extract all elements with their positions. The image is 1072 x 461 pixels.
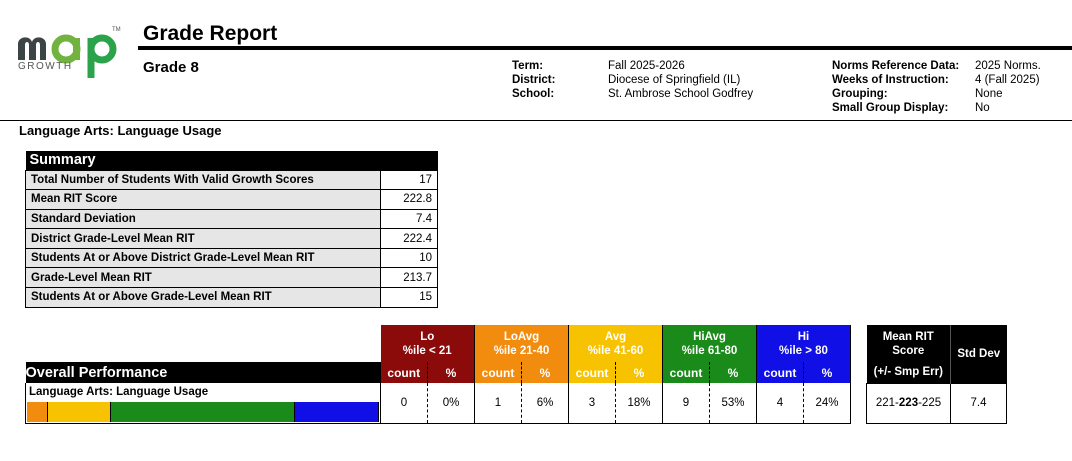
term-labels [512,59,555,101]
section-divider [0,120,1072,121]
header-rule [138,46,1072,50]
band-name: Hi [797,330,810,343]
summary-row-label: Students At or Above District Grade-Level Mean RIT [26,248,381,268]
table-row [26,383,851,423]
small-group-value: No [975,102,990,114]
summary-row-label: Students At or Above Grade-Level Mean RIT [26,288,381,308]
district-label: District: [512,74,556,86]
band-range: %ile < 21 [402,344,452,357]
rit-high: -225 [918,397,942,409]
table-row [26,248,438,268]
hi-pct: 24% [804,383,851,423]
hiavg-count: 9 [663,383,710,423]
bar-segment-loavg [27,402,48,422]
pct-header: % [804,362,851,383]
pct-header: % [616,362,663,383]
logo-letter-m [18,37,46,60]
avg-pct: 18% [616,383,663,423]
count-header: count [475,362,522,383]
loavg-pct: 6% [522,383,569,423]
count-header: count [757,362,804,383]
mean-rit-table [866,325,1007,424]
grade-label: Grade 8 [143,59,199,76]
band-name: LoAvg [503,330,540,343]
grouping-label: Grouping: [832,88,888,100]
lo-count: 0 [381,383,428,423]
school-value: St. Ambrose School Godfrey [608,88,754,100]
band-range: %ile > 80 [779,344,828,357]
summary-row-label: District Grade-Level Mean RIT [26,229,381,249]
loavg-count: 1 [475,383,522,423]
table-row [26,209,438,229]
std-dev-value: 7.4 [951,383,1007,423]
pct-header: % [428,362,475,383]
band-header-hiavg [663,325,757,362]
school-label: School: [512,88,555,100]
norms-label: Norms Reference Data: [832,60,960,72]
subject-heading: Language Arts: Language Usage [19,123,222,138]
grouping-value: None [975,88,1003,100]
hi-count: 4 [757,383,804,423]
count-header: count [381,362,428,383]
count-header: count [663,362,710,383]
band-header-lo [381,325,475,362]
band-name: HiAvg [693,330,726,343]
mean-rit-header: Mean RIT Score [867,325,951,362]
band-header-loavg [475,325,569,362]
table-row [26,229,438,249]
lo-pct: 0% [428,383,475,423]
pct-header: % [710,362,757,383]
summary-row-value: 222.4 [381,229,438,249]
summary-row-value: 15 [381,288,438,308]
smp-err-header: (+/- Smp Err) [867,362,951,383]
performance-table [25,325,851,424]
table-row [26,190,438,210]
logo-growth-text: GROWTH [18,61,73,72]
band-range: %ile 61-80 [681,344,738,357]
weeks-value: 4 (Fall 2025) [975,74,1040,86]
report-title: Grade Report [143,22,278,45]
band-name: Lo [420,330,435,343]
summary-row-label: Grade-Level Mean RIT [26,268,381,288]
std-dev-header: Std Dev [951,325,1007,383]
table-row [867,383,1007,423]
count-header: count [569,362,616,383]
table-row [26,268,438,288]
district-value: Diocese of Springfield (IL) [608,74,741,86]
band-header-avg [569,325,663,362]
pct-header: % [522,362,569,383]
band-name: Avg [604,330,627,343]
term-values [608,59,753,101]
norms-values [975,59,1041,115]
norms-value: 2025 Norms. [975,60,1041,72]
distribution-bar [27,402,379,422]
band-range: %ile 21-40 [493,344,550,357]
summary-row-value: 7.4 [381,209,438,229]
band-range: %ile 41-60 [587,344,644,357]
term-value: Fall 2025-2026 [608,60,685,72]
performance-spacer [26,325,381,362]
performance-row-name [26,383,381,423]
avg-count: 3 [569,383,616,423]
summary-row-value: 222.8 [381,190,438,210]
summary-row-value: 213.7 [381,268,438,288]
term-label: Term: [512,60,544,72]
band-header-hi [757,325,851,362]
norms-labels [832,59,959,115]
bar-segment-hi [295,402,379,422]
bar-segment-avg [48,402,111,422]
row-label: Language Arts: Language Usage [29,386,209,398]
summary-row-value: 17 [381,170,438,190]
summary-row-label: Mean RIT Score [26,190,381,210]
overall-performance-title: Overall Performance [26,362,381,383]
rit-mean: 223 [898,397,919,409]
bar-segment-hiavg [111,402,296,422]
summary-title: Summary [26,151,438,170]
table-row [26,170,438,190]
summary-row-label: Standard Deviation [26,209,381,229]
logo-tm-mark: TM [112,27,121,33]
mean-rit-range [867,383,951,423]
summary-row-label: Total Number of Students With Valid Growth Scores [26,170,381,190]
rit-low: 221- [875,397,899,409]
summary-row-value: 10 [381,248,438,268]
summary-table [25,151,438,308]
hiavg-pct: 53% [710,383,757,423]
small-group-label: Small Group Display: [832,102,949,114]
weeks-label: Weeks of Instruction: [832,74,949,86]
table-row [26,288,438,308]
